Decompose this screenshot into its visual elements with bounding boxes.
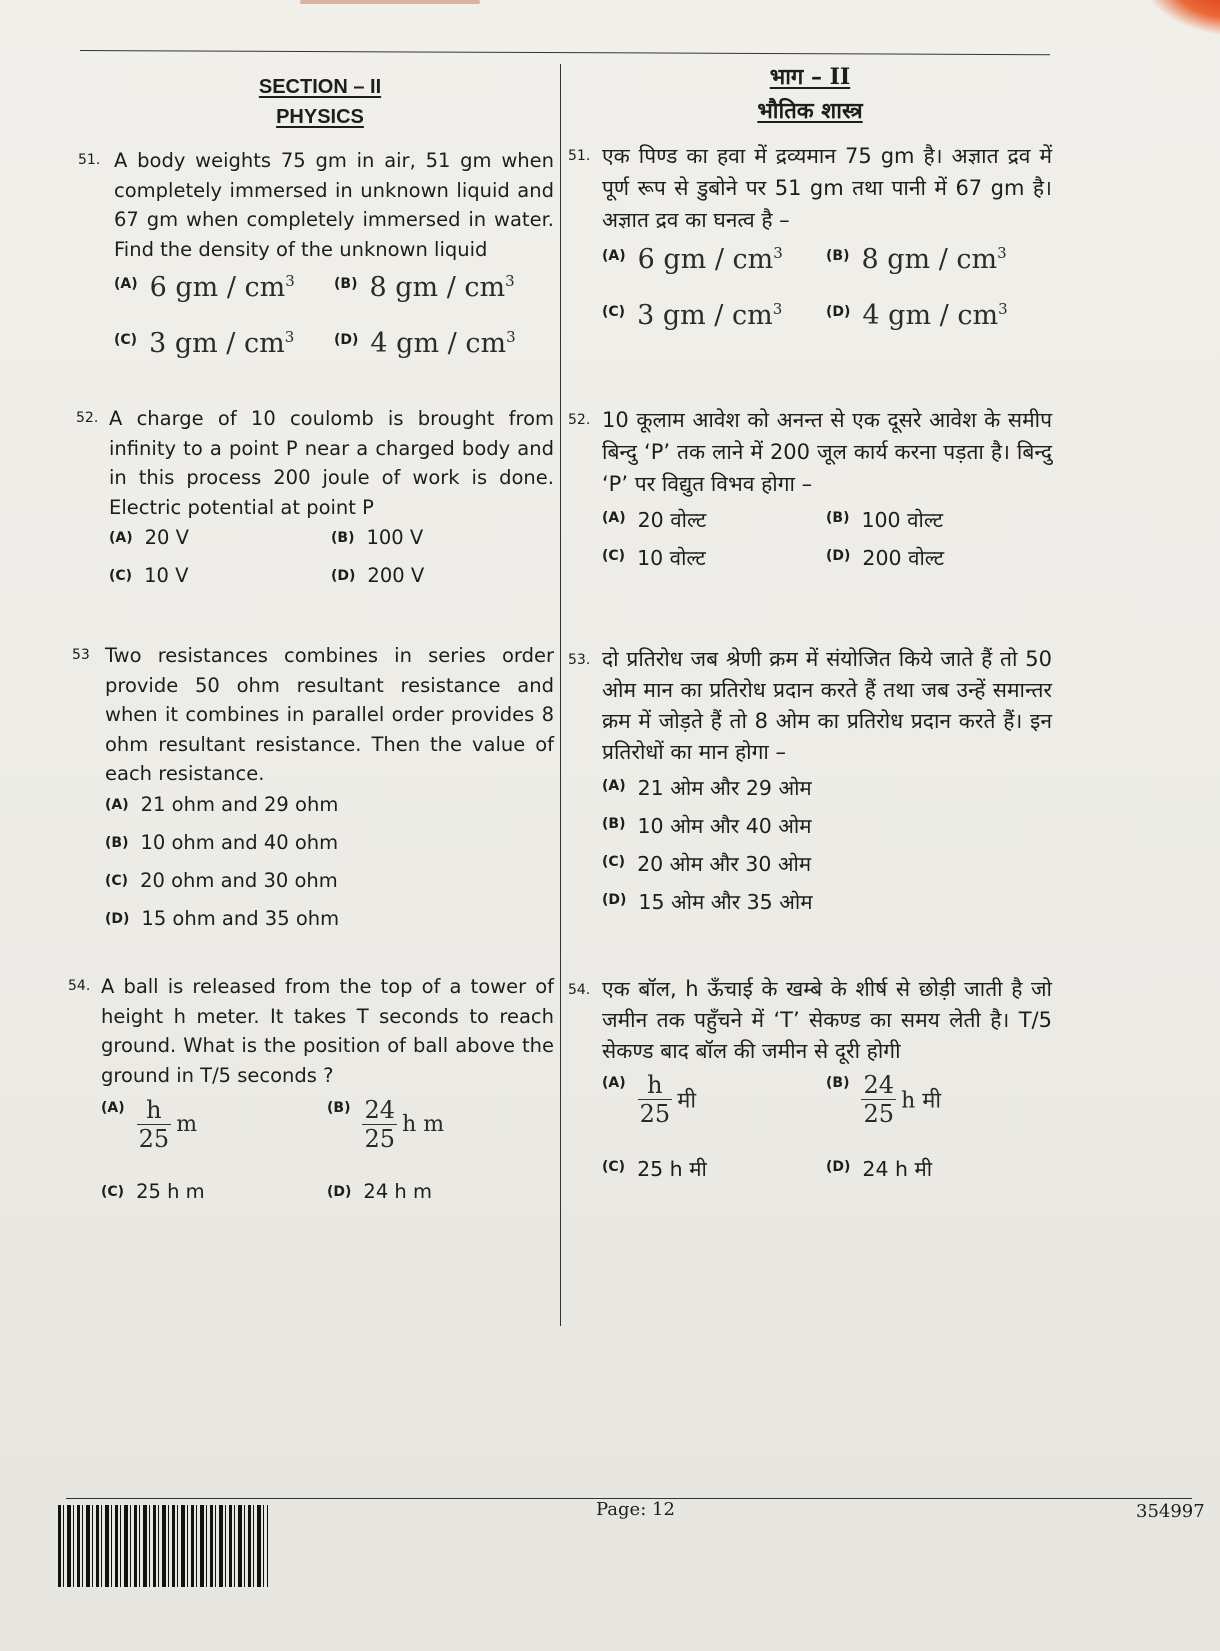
option-a: (A) 6 gm / $cm^3$ — [114, 272, 295, 303]
option-d: (D) 200 वोल्ट — [826, 546, 945, 570]
question-number: 52. — [76, 410, 99, 426]
option-d: (D) 15 ओम और 35 ओम — [602, 890, 813, 914]
option-a: (A) 6 gm / $cm^3$ — [602, 244, 783, 275]
option-a: (A) 21 ohm and 29 ohm — [105, 792, 339, 816]
section-heading-en — [210, 72, 430, 132]
question-53-en — [72, 641, 554, 945]
option-c: (C) 25 h मी — [602, 1157, 707, 1181]
top-rule — [80, 50, 1050, 55]
subject-title-hi: भौतिक शास्त्र — [757, 98, 863, 124]
question-number: 51. — [568, 148, 591, 164]
question-text: A body weights 75 gm in air, 51 gm when completely immersed in unknown liquid and 67 gm when completely immersed in water. Find the density of the unknown liquid — [114, 149, 554, 261]
option-a: (A) $\frac{h}{25}$ m — [101, 1096, 198, 1153]
section-heading-hi — [700, 60, 920, 128]
question-number: 53. — [568, 652, 591, 668]
question-number: 53 — [72, 647, 90, 663]
question-text: 10 कूलाम आवेश को अनन्त से एक दूसरे आवेश के समीप बिन्दु ‘P’ तक लाने में 200 जूल कार्य करना पड़ता है। बिन्दु ‘P’ पर विद्युत विभव होगा – — [602, 408, 1052, 496]
fraction: $\frac{24}{25}$ — [364, 1096, 396, 1153]
fraction: $\frac{24}{25}$ — [863, 1071, 895, 1128]
section-title-hi: भाग – II — [769, 64, 851, 90]
question-53-hi — [568, 644, 1052, 926]
corner-mark — [1134, 0, 1220, 41]
column-divider — [560, 64, 561, 1326]
option-b: (B) 100 वोल्ट — [826, 508, 944, 532]
option-c: (C) 3 gm / $cm^3$ — [602, 300, 783, 331]
option-c: (C) 10 वोल्ट — [602, 546, 706, 570]
question-51-en — [78, 146, 554, 384]
question-51-hi — [568, 140, 1052, 356]
question-number: 51. — [78, 152, 101, 168]
option-d: (D) 200 V — [331, 564, 425, 587]
option-b: (B) $\frac{24}{25}$ h m — [327, 1096, 445, 1153]
option-c: (C) 10 V — [109, 564, 189, 587]
page-number: Page: 12 — [596, 1499, 675, 1520]
option-c: (C) 25 h m — [101, 1180, 205, 1203]
booklet-code: 354997 — [1136, 1501, 1205, 1522]
question-text: एक पिण्ड का हवा में द्रव्यमान 75 gm है। अज्ञात द्रव में पूर्ण रूप से डुबोने पर 51 gm तथा पानी में 67 gm है। अज्ञात द्रव का घनत्व है – — [602, 144, 1052, 232]
option-b: (B) 8 gm / $cm^3$ — [826, 244, 1007, 275]
option-d: (D) 24 h मी — [826, 1157, 933, 1181]
question-number: 52. — [568, 412, 591, 428]
option-c: (C) 20 ओम और 30 ओम — [602, 852, 812, 876]
section-title-en: SECTION – II — [258, 76, 382, 98]
option-d: (D) 15 ohm and 35 ohm — [105, 906, 340, 930]
question-number: 54. — [568, 982, 591, 998]
option-a: (A) 20 वोल्ट — [602, 508, 707, 532]
question-54-hi — [568, 974, 1052, 1193]
fraction: $\frac{h}{25}$ — [138, 1096, 170, 1153]
top-smudge — [300, 0, 480, 4]
option-d: (D) 24 h m — [327, 1180, 432, 1203]
question-text: एक बॉल, h ऊँचाई के खम्बे के शीर्ष से छोड़ी जाती है जो जमीन तक पहुँचने में ‘T’ सेकण्ड का समय लेती है। T/5 सेकण्ड बाद बॉल की जमीन से दूरी होगी — [602, 977, 1052, 1063]
option-b: (B) $\frac{24}{25}$ h मी — [826, 1071, 942, 1128]
option-a: (A) 21 ओम और 29 ओम — [602, 776, 812, 800]
question-text: A charge of 10 coulomb is brought from infinity to a point P near a charged body and in this process 200 joule of work is done. Electric potential at point P — [109, 407, 554, 519]
subject-title-en: PHYSICS — [276, 106, 364, 128]
question-number: 54. — [68, 978, 91, 994]
question-52-hi — [568, 404, 1052, 582]
option-c: (C) 20 ohm and 30 ohm — [105, 868, 338, 892]
option-a: (A) 20 V — [109, 526, 189, 549]
option-b: (B) 10 ओम और 40 ओम — [602, 814, 812, 838]
option-b: (B) 10 ohm and 40 ohm — [105, 830, 339, 854]
question-52-en — [76, 404, 554, 602]
question-text: A ball is released from the top of a tower of height h meter. It takes T seconds to reach ground. What is the position of ball above the ground in T/5 seconds ? — [101, 975, 554, 1087]
question-text: दो प्रतिरोध जब श्रेणी क्रम में संयोजित किये जाते हैं तो 50 ओम मान का प्रतिरोध प्रदान करते हैं तथा जब उन्हें समान्तर क्रम में जोड़ते हैं तो 8 ओम का प्रतिरोध प्रदान करते हैं। इन प्रतिरोधों का मान होगा – — [602, 647, 1052, 764]
option-c: (C) 3 gm / $cm^3$ — [114, 328, 295, 359]
question-54-en — [68, 972, 554, 1218]
option-b: (B) 100 V — [331, 526, 424, 549]
option-d: (D) 4 gm / $cm^3$ — [826, 300, 1008, 331]
barcode — [58, 1505, 268, 1587]
option-b: (B) 8 gm / $cm^3$ — [334, 272, 515, 303]
question-text: Two resistances combines in series order provide 50 ohm resultant resistance and when it combines in parallel order provides 8 ohm resultant resistance. Then the value of each resistance. — [105, 644, 554, 785]
fraction: $\frac{h}{25}$ — [639, 1071, 671, 1128]
option-d: (D) 4 gm / $cm^3$ — [334, 328, 516, 359]
option-a: (A) $\frac{h}{25}$ मी — [602, 1071, 697, 1128]
